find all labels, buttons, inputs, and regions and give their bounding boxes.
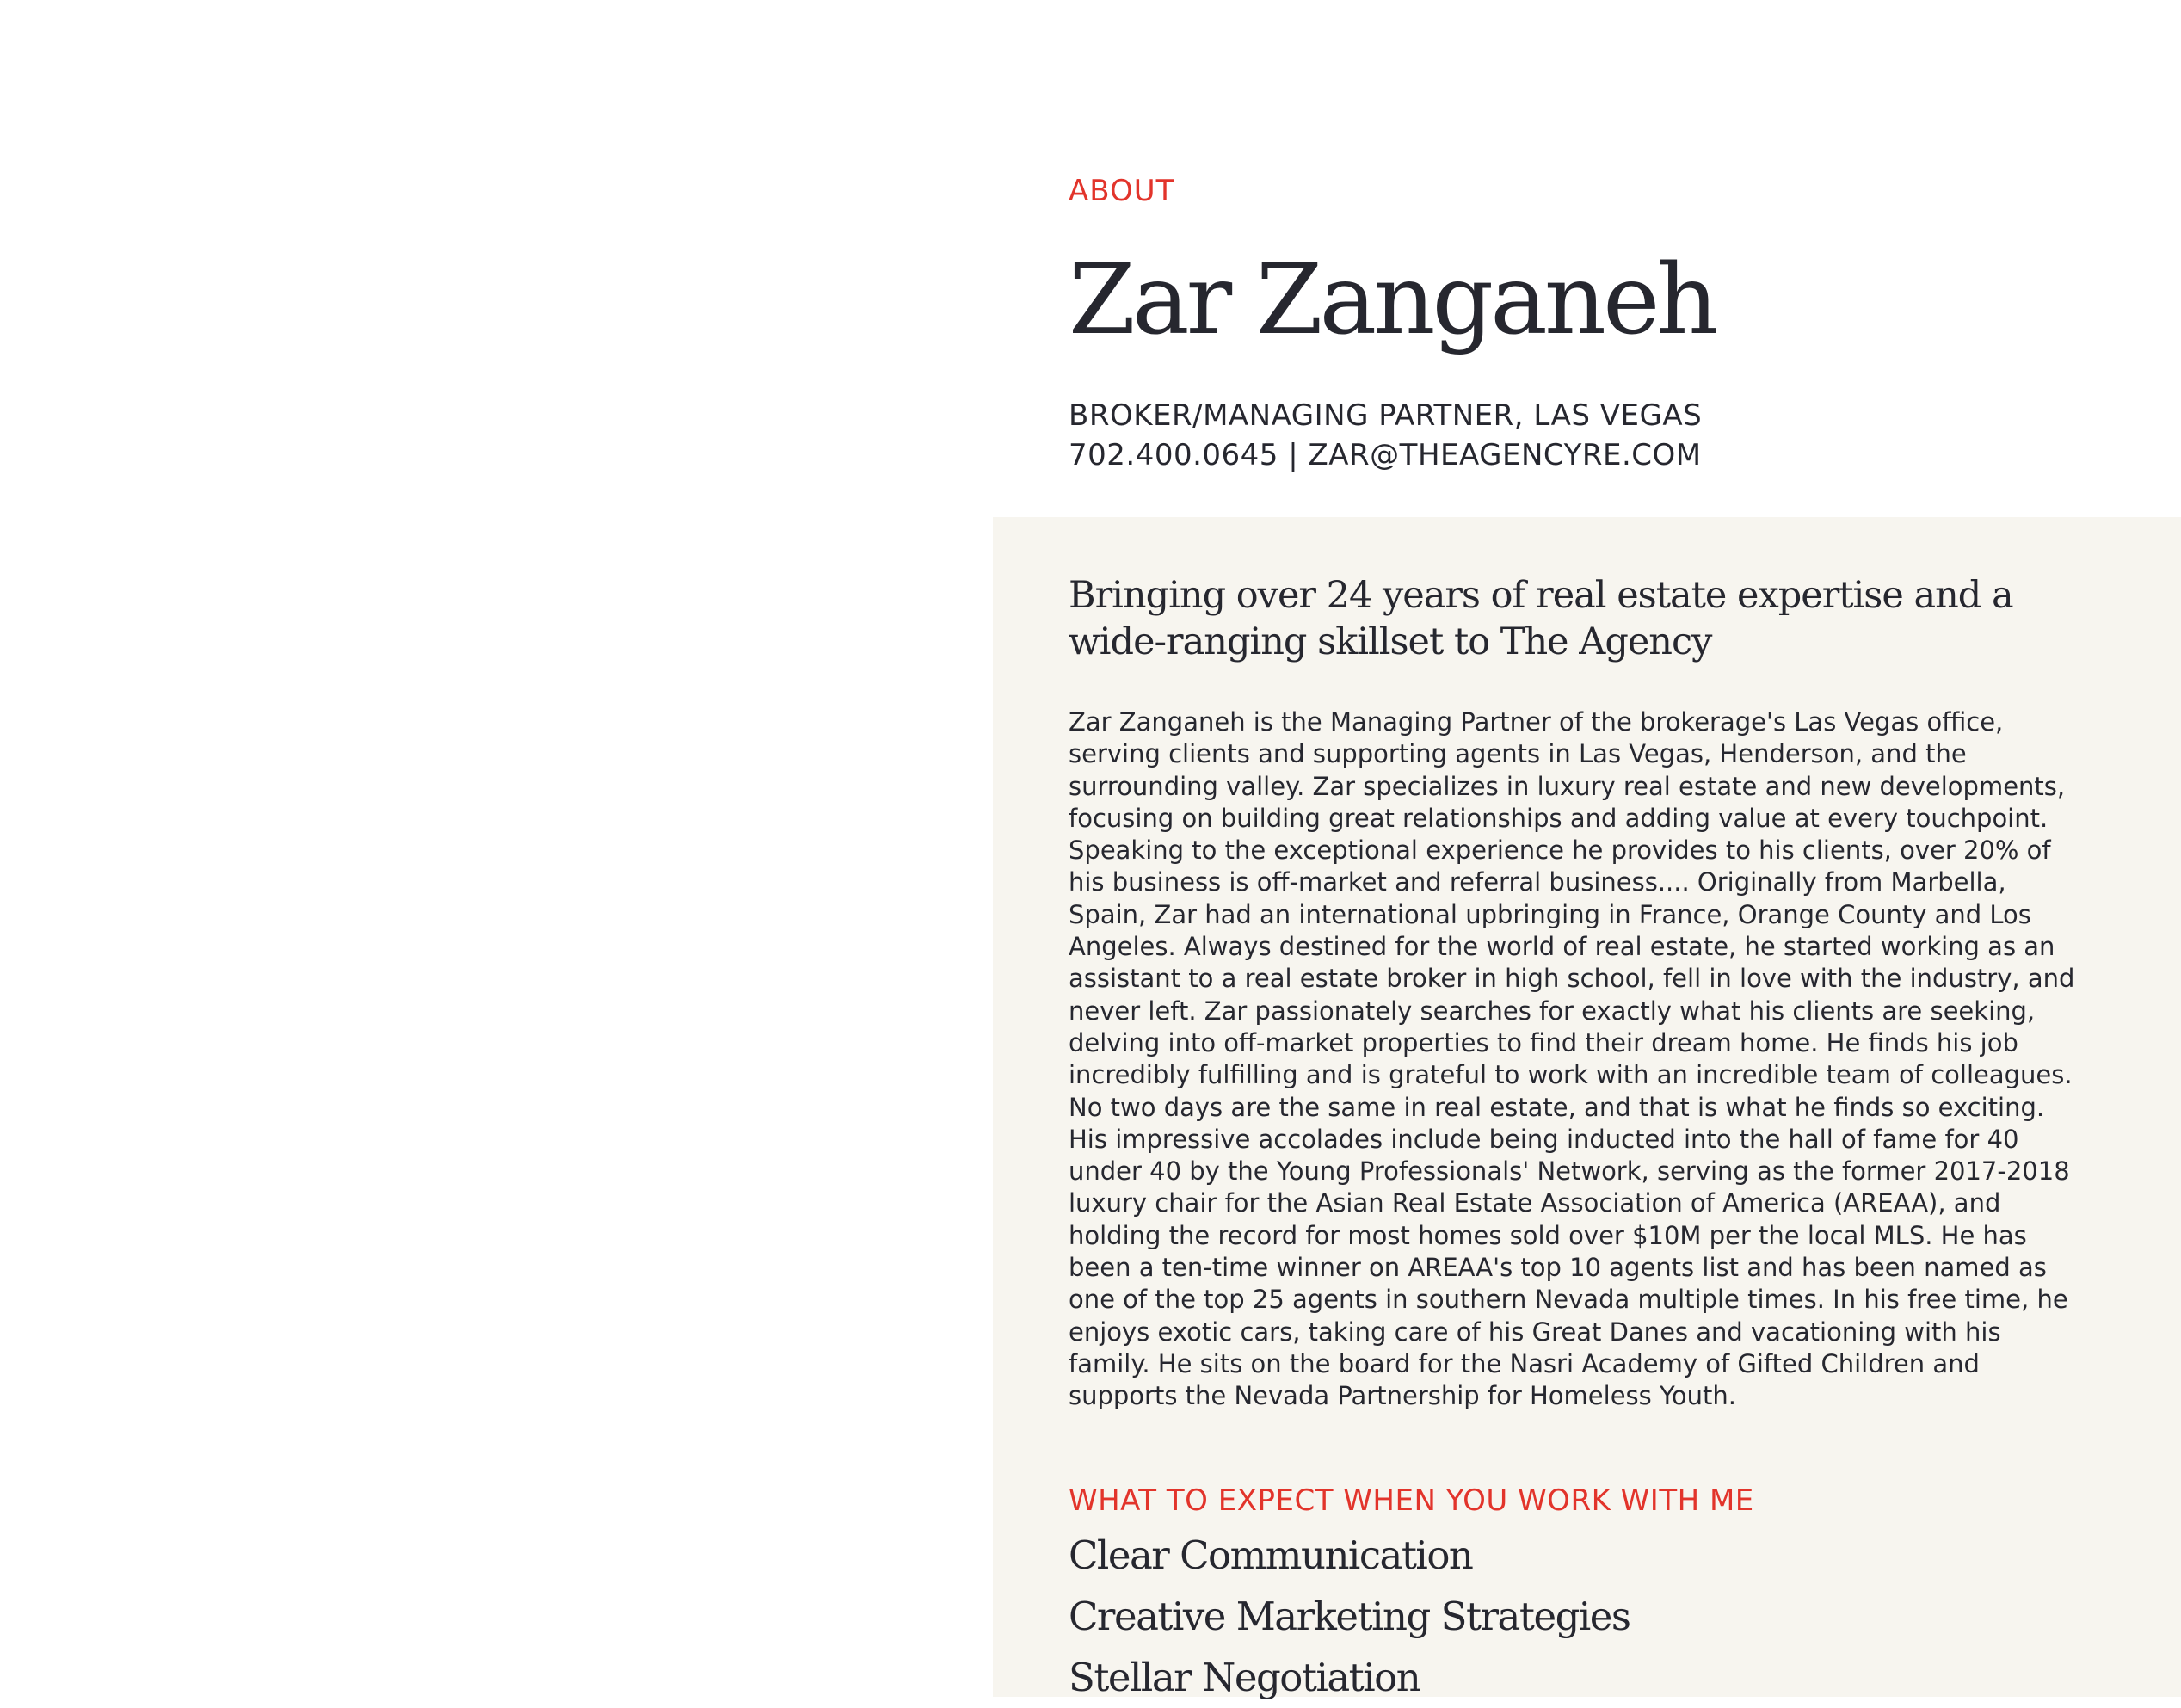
- about-lead: Bringing over 24 years of real estate expertise and a wide-ranging skillset to The Agency: [1069, 574, 2013, 663]
- expect-item-negotiation: Stellar Negotiation: [1069, 1654, 1420, 1700]
- expect-item-communication: Clear Communication: [1069, 1532, 1473, 1578]
- agent-header: [1069, 172, 2101, 475]
- expect-item-marketing: Creative Marketing Strategies: [1069, 1593, 1630, 1639]
- agent-contact: 702.400.0645 | ZAR@THEAGENCYRE.COM: [1069, 438, 1702, 472]
- agent-details: [1069, 396, 2101, 475]
- agent-title: BROKER/MANAGING PARTNER, LAS VEGAS: [1069, 398, 1703, 433]
- expect-heading: WHAT TO EXPECT WHEN YOU WORK WITH ME: [1069, 1483, 1754, 1518]
- about-panel: [993, 517, 2181, 1700]
- about-bio: Zar Zanganeh is the Managing Partner of the brokerage's Las Vegas office, serving clients and supporting agents in Las Vegas, Henderson, and the surrounding valley. Zar specializes in luxury real estate and new developments, focusing on building great relationships and adding value at every touchpoint. Speaking to the exceptional experience he provides to his clients, over 20% of his business is off-market and referral business.... Originally from Marbella, Spain, Zar had an international upbringing in France, Orange County and Los Angeles. Always destined for the world of real estate, he started working as an assistant to a real estate broker in high school, fell in love with the industry, and never left. Zar passionately searches for exactly what his clients are seeking, delving into off-market properties to find their dream home. He finds his job incredibly fulfilling and is grateful to work with an incredible team of colleagues. No two days are the same in real estate, and that is what he finds so exciting. His impressive accolades include being inducted into the hall of fame for 40 under 40 by the Young Professionals' Network, serving as the former 2017-2018 luxury chair for the Asian Real Estate Association of America (AREAA), and holding the record for most homes sold over $10M per the local MLS. He has been a ten-time winner on AREAA's top 10 agents list and has been named as one of the top 25 agents in southern Nevada multiple times. In his free time, he enjoys exotic cars, taking care of his Great Danes and vacationing with his family. He sits on the board for the Nasri Academy of Gifted Children and supports the Nevada Partnership for Homeless Youth.: [1069, 707, 2075, 1411]
- about-panel-content: [1069, 572, 2084, 1708]
- section-eyebrow: ABOUT: [1069, 174, 1175, 208]
- agent-name: Zar Zanganeh: [1069, 244, 1716, 356]
- expect-list: [1069, 1525, 2084, 1708]
